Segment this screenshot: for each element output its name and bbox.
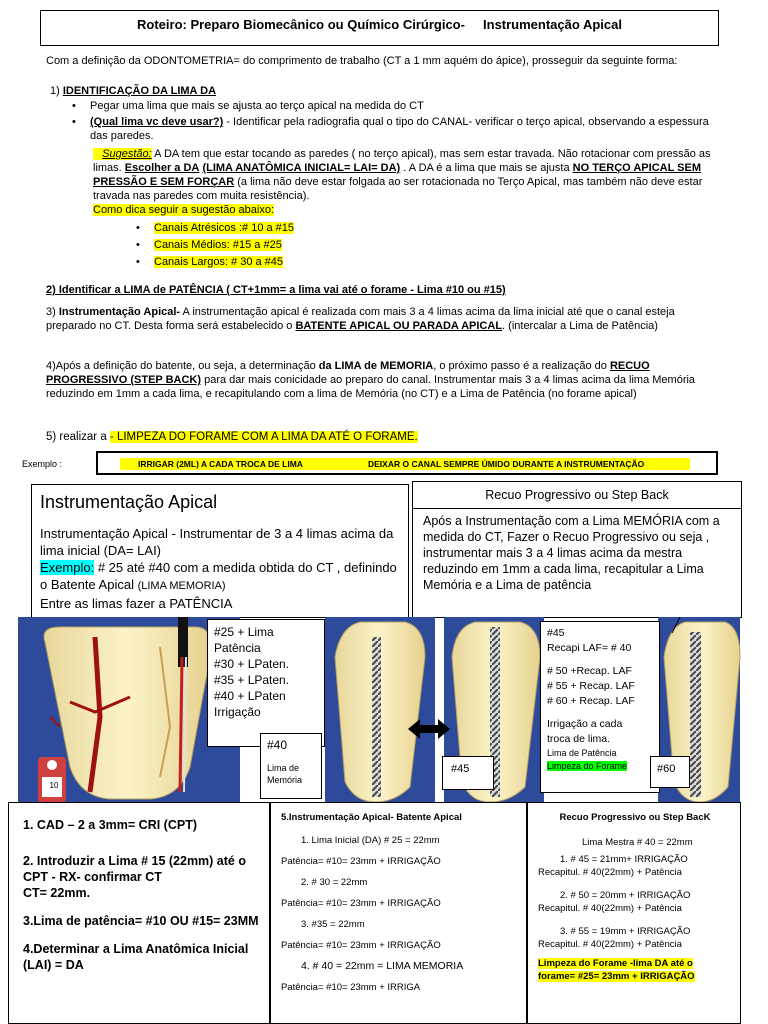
step5-text: 5) realizar a - LIMPEZA DO FORAME COM A LIMA DA ATÉ O FORAME. xyxy=(46,431,418,443)
callout-60: #60 xyxy=(650,756,690,788)
step4-text: 4)Após a definição do batente, ou seja, a determinação da LIMA de MEMORIA, o próximo passo é a realização do RECUO PROGRESSIVO (STEP BACK) para dar mais conicidade ao preparo do canal. Instrumentar mais 3 a 4 limas acima da lima Memória reduzindo em 1mm a cada lima, e recapitulando com a lima de Memória (no CT) e a Lima de Patência (no forame apical) xyxy=(46,360,696,400)
callout-40: #40 Lima de Memória xyxy=(260,733,322,799)
sugestao-label: Sugestão: xyxy=(93,148,152,160)
callout-45: #45 xyxy=(442,756,494,790)
bottom-col-2: 5.Instrumentação Apical- Batente Apical 1. Lima Inicial (DA) # 25 = 22mm Patência= #10= 23mm + IRRIGAÇÃO 2. # 30 = 22mm Patência= #10= 23mm + IRRIGAÇÃO 3. #35 = 22mm Patência= #10= 23mm + IRRIGAÇÃO 4. # 40 = 22mm = LIMA MEMORIA Patência= #10= 23mm + IRRIGA xyxy=(270,802,527,1024)
callout-inst-list: #25 + Lima Patência #30 + LPaten. #35 + LPaten. #40 + LPaten Irrigação xyxy=(207,619,325,747)
exemplo-box xyxy=(96,451,718,475)
inst-apical-p3: Entre as limas fazer a PATÊNCIA xyxy=(40,596,233,611)
inst-apical-example: Exemplo: # 25 até #40 com a medida obtida do CT , definindo o Batente Apical (LIMA MEMORIA) xyxy=(40,560,397,592)
header-box xyxy=(40,10,719,46)
inst-apical-box xyxy=(31,484,409,618)
inst-apical-title: Instrumentação Apical xyxy=(40,492,218,512)
bullet-2: • (Qual lima vc deve usar?) - Identificar pela radiografia qual o tipo do CANAL- verificar o terço apical, observando a espessura das paredes. xyxy=(70,115,720,143)
col3-limpeza: Limpeza do Forame -lima DA até o forame= #25= 23mm + IRRIGAÇÃO xyxy=(538,958,695,982)
canal-medios: Canais Médios: #15 a #25 xyxy=(154,239,282,251)
bottom-col-3: Recuo Progressivo ou Step BacK Lima Mestra # 40 = 22mm 1. # 45 = 21mm+ IRRIGAÇÃO Recapitul. # 40(22mm) + Patência 2. # 50 = 20mm + IRRIGAÇÃO Recapitul. # 40(22mm) + Patência 3. # 55 = 19mm + IRRIGAÇÃO Recapitul. # 40(22mm) + Patência Limpeza do Forame -lima DA até o forame= #25= 23mm + IRRIGAÇÃO xyxy=(527,802,741,1024)
bullet-1: • Pegar uma lima que mais se ajusta ao terço apical na medida do CT xyxy=(70,99,720,113)
bottom-col-1: 1. CAD – 2 a 3mm= CRI (CPT) 2. Introduzir a Lima # 15 (22mm) até o CPT - RX- confirmar CT CT= 22mm. 3.Lima de patência= #10 OU #15= 23MM 4.Determinar a Lima Anatômica Inicial (LAI) = DA xyxy=(8,802,270,1024)
exemplo-label: Exemplo : xyxy=(22,459,63,469)
sugestao-block: Sugestão: A DA tem que estar tocando as paredes ( no terço apical), mas sem estar travada. Não rotacionar com pressão as limas. Escolher a DA (LIMA ANATÔMICA INICIAL= LAI= DA) . A DA é a lima que mais se ajusta NO TERÇO APICAL SEM PRESSÃO E SEM FORÇAR (a lima não deve estar folgada ao ser rotacionada no Terço Apical, mas também não deve estar travada nas paredes com muita resistência). Como dica seguir a sugestão abaixo: xyxy=(93,148,711,216)
header-title-2: Instrumentação Apical xyxy=(483,17,622,32)
step1-heading: 1) IDENTIFICAÇÃO DA LIMA DA xyxy=(50,85,217,97)
step1-title: IDENTIFICAÇÃO DA LIMA DA xyxy=(62,85,217,97)
callout-recuo-list: #45 Recapi LAF= # 40 # 50 +Recap. LAF # 55 + Recap. LAF # 60 + Recap. LAF Irrigação a cada troca de lima. Lima de Patência Limpeza do Forame xyxy=(540,621,660,793)
dica-text: Como dica seguir a sugestão abaixo: xyxy=(93,204,274,216)
ruler-label: 10 xyxy=(49,781,59,790)
recuo-title-box: Recuo Progressivo ou Step Back xyxy=(412,481,742,509)
recuo-text-box: Após a Instrumentação com a Lima MEMÓRIA com a medida do CT, Fazer o Recuo Progressivo ou seja , instrumentar mais 3 a 4 limas acima da mestra reduzindo em 1mm a cada lima, recapitular a Lima Memória e a Lima de patência xyxy=(412,508,742,618)
intro-text: Com a definição da ODONTOMETRIA= do comprimento de trabalho (CT a 1 mm aquém do ápice), prosseguir da seguinte forma: xyxy=(46,55,678,67)
step3-text: 3) Instrumentação Apical- A instrumentação apical é realizada com mais 3 a 4 limas acima da lima inicial até que o canal esteja preparado no CT. Desta forma será estabelecido o BATENTE APICAL OU PARADA APICAL. (intercalar a Lima de Patência) xyxy=(46,306,675,332)
inst-apical-p1: Instrumentação Apical - Instrumentar de 3 a 4 limas acima da lima inicial (DA= LAI) xyxy=(40,526,394,558)
header-title: Roteiro: Preparo Biomecânico ou Químico Cirúrgico- xyxy=(137,17,465,32)
canais-list xyxy=(134,221,294,269)
canal-largos: Canais Largos: # 30 a #45 xyxy=(154,256,284,268)
canal-atresicos: Canais Atrésicos :# 10 a #15 xyxy=(154,222,295,234)
exemplo-left: IRRIGAR (2ML) A CADA TROCA DE LIMA xyxy=(138,459,303,469)
step2-text: 2) Identificar a LIMA de PATÊNCIA ( CT+1mm= a lima vai até o forame - Lima #10 ou #15) xyxy=(46,284,506,296)
exemplo-right: DEIXAR O CANAL SEMPRE ÚMIDO DURANTE A INSTRUMENTAÇÃO xyxy=(368,459,645,469)
step1-bullets xyxy=(70,99,720,143)
